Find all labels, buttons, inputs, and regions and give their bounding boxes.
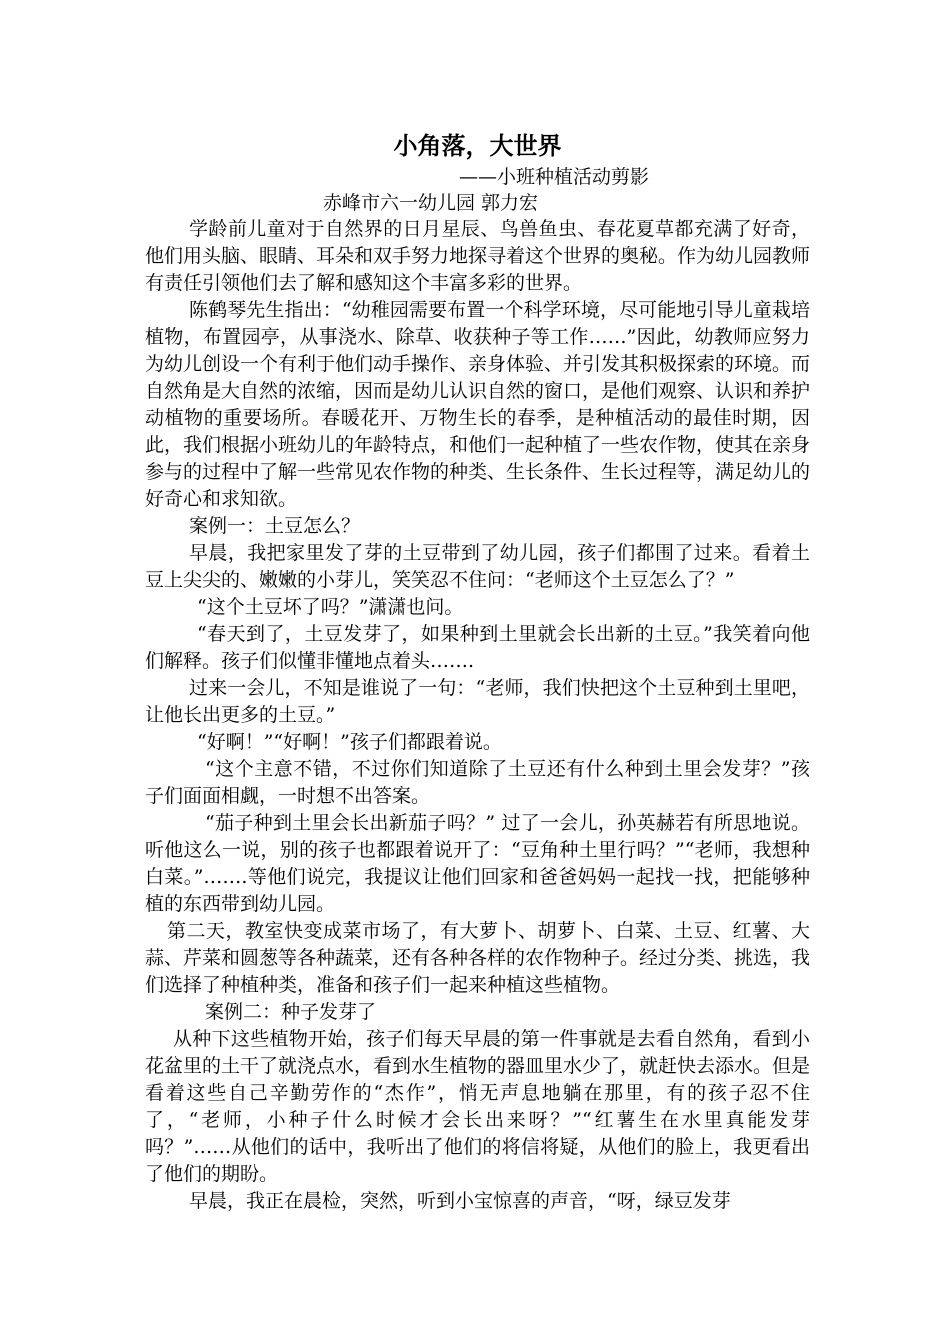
document-page [145,128,810,1215]
paragraph: “好啊！”“好啊！”孩子们都跟着说。 [197,731,502,753]
paragraph: 学龄前儿童对于自然界的日月星辰、鸟兽鱼虫、春花夏草都充满了好奇，他们用头脑、眼睛、耳朵和双手努力地探寻着这个世界的奥秘。作为幼儿园教师有责任引领他们去了解和感知这个丰富多彩的世界。 [145,218,811,294]
document-body [145,216,810,1215]
paragraph: 早晨，我把家里发了芽的土豆带到了幼儿园，孩子们都围了过来。看着土豆上尖尖的、嫩嫩的小芽儿，笑笑忍不住问：“老师这个土豆怎么了？” [145,542,810,591]
paragraph: 陈鹤琴先生指出：“幼稚园需要布置一个科学环境，尽可能地引导儿童栽培植物，布置园亭，从事浇水、除草、收获种子等工作……”因此，幼教师应努力为幼儿创设一个有利于他们动手操作、亲身体验、并引发其积极探索的环境。而自然角是大自然的浓缩，因而是幼儿认识自然的窗口，是他们观察、认识和养护动植物的重要场所。春暖花开、万物生长的春季，是种植活动的最佳时期，因此，我们根据小班幼儿的年龄特点，和他们一起种植了一些农作物，使其在亲身参与的过程中了解一些常见农作物的种类、生长条件、生长过程等，满足幼儿的好奇心和求知欲。 [145,299,811,510]
paragraph: 从种下这些植物开始，孩子们每天早晨的第一件事就是去看自然角，看到小花盆里的土干了就浇点水，看到水生植物的器皿里水少了，就赶快去添水。但是看着这些自己辛勤劳作的“杰作”，悄无声息地躺在那里，有的孩子忍不住了，“老师，小种子什么时候才会长出来呀？”“红薯生在水里真能发芽吗？”……从他们的话中，我听出了他们的将信将疑，从他们的脸上，我更看出了他们的期盼。 [145,1028,811,1185]
paragraph: “这个主意不错，不过你们知道除了土豆还有什么种到土里会发芽？”孩子们面面相觑，一时想不出答案。 [145,758,810,807]
paragraph: “这个土豆坏了吗？”潇潇也问。 [197,596,464,618]
case-heading: 案例二：种子发芽了 [205,1001,377,1023]
document-title: 小角落，大世界 [393,131,562,160]
author-line: 赤峰市六一幼儿园 郭力宏 [323,192,539,214]
paragraph: 第二天，教室快变成菜市场了，有大萝卜、胡萝卜、白菜、土豆、红薯、大蒜、芹菜和圆葱等各种蔬菜，还有各种各样的农作物种子。经过分类、挑选，我们选择了种植种类，准备和孩子们一起来种植这些植物。 [145,920,811,996]
document-subtitle: ——小班种植活动剪影 [459,166,650,188]
case-heading: 案例一：土豆怎么？ [189,515,361,537]
paragraph: 早晨，我正在晨检，突然，听到小宝惊喜的声音，“呀，绿豆发芽 [189,1190,731,1212]
paragraph: “茄子种到土里会长出新茄子吗？” 过了一会儿，孙英赫若有所思地说。听他这么一说，别的孩子也都跟着说开了：“豆角种土里行吗？”“老师，我想种白菜。”…….等他们说完，我提议让他们回家和爸爸妈妈一起找一找，把能够种植的东西带到幼儿园。 [145,812,810,915]
paragraph: “春天到了，土豆发芽了，如果种到土里就会长出新的土豆。”我笑着向他们解释。孩子们似懂非懂地点着头……. [145,623,810,672]
paragraph: 过来一会儿，不知是谁说了一句：“老师，我们快把这个土豆种到土里吧，让他长出更多的土豆。” [145,677,810,726]
